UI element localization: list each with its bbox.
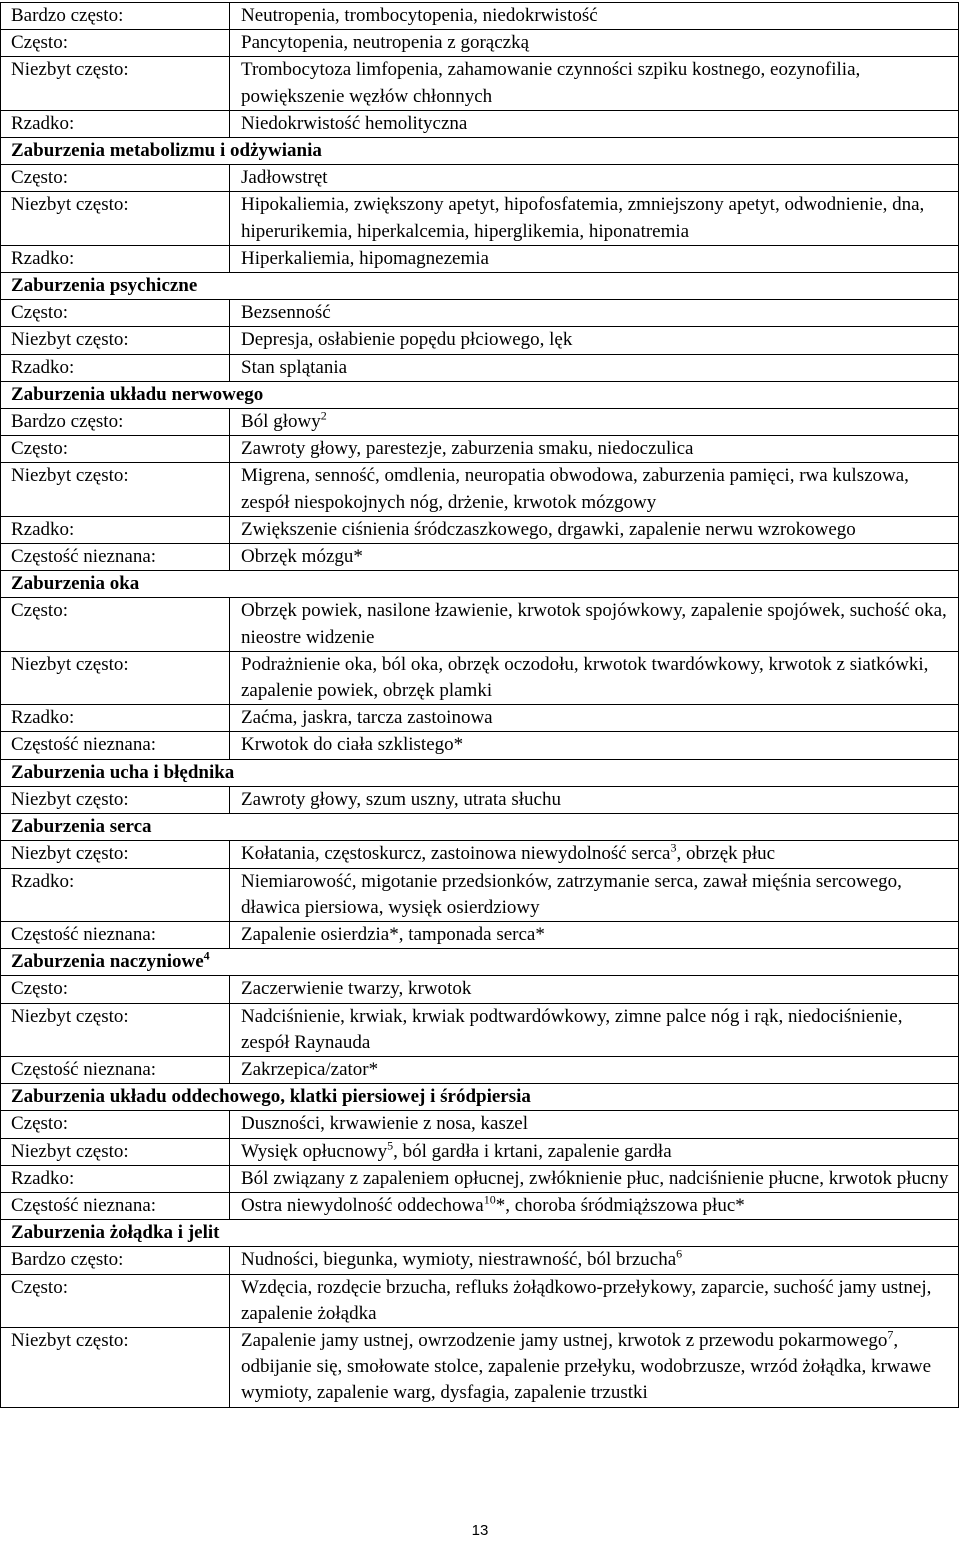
frequency-label: Często:	[1, 976, 230, 1003]
table-row	[1, 409, 959, 436]
frequency-label: Niezbyt często:	[1, 841, 230, 868]
reactions-text	[230, 868, 959, 921]
reactions-text-main: Niedokrwistość hemolityczna	[241, 112, 468, 134]
reactions-text-main: Krwotok do ciała szklistego*	[241, 734, 464, 756]
section-header-row	[1, 138, 959, 165]
frequency-label: Niezbyt często:	[1, 327, 230, 354]
section-title	[1, 138, 959, 165]
frequency-label: Bardzo często:	[1, 3, 230, 30]
reactions-text-continuation: , ból gardła i krtani, zapalenie gardła	[393, 1140, 672, 1162]
table-row	[1, 786, 959, 813]
frequency-label: Rzadko:	[1, 868, 230, 921]
section-header-row	[1, 814, 959, 841]
footnote-marker: 6	[676, 1247, 683, 1262]
reactions-text-main: Obrzęk mózgu*	[241, 546, 363, 568]
reactions-text-main: Stan splątania	[241, 356, 348, 378]
footnote-marker: 4	[203, 948, 210, 963]
reactions-text	[230, 354, 959, 381]
table-row	[1, 57, 959, 110]
adverse-reactions-table-container	[0, 2, 959, 1438]
reactions-text	[230, 1138, 959, 1165]
table-row	[1, 354, 959, 381]
table-row	[1, 705, 959, 732]
table-row	[1, 841, 959, 868]
section-title-text: Zaburzenia układu nerwowego	[11, 383, 264, 405]
reactions-text-main: Niemiarowość, migotanie przedsionków, zatrzymanie serca, zawał mięśnia sercowego, dławica piersiowa, wysięk osierdziowy	[241, 870, 902, 918]
frequency-label: Rzadko:	[1, 705, 230, 732]
reactions-text-main: Zapalenie jamy ustnej, owrzodzenie jamy ustnej, krwotok z przewodu pokarmowego	[241, 1329, 888, 1351]
table-row	[1, 436, 959, 463]
table-row	[1, 868, 959, 921]
reactions-text	[230, 327, 959, 354]
section-title-text: Zaburzenia psychiczne	[11, 275, 198, 297]
frequency-label: Rzadko:	[1, 110, 230, 137]
footnote-marker: 10	[483, 1192, 496, 1207]
section-header-row	[1, 759, 959, 786]
reactions-text-main: Zaczerwienie twarzy, krwotok	[241, 978, 472, 1000]
table-row	[1, 300, 959, 327]
frequency-label: Niezbyt często:	[1, 1003, 230, 1056]
reactions-text	[230, 544, 959, 571]
reactions-text	[230, 3, 959, 30]
reactions-text-continuation: , obrzęk płuc	[676, 843, 776, 865]
reactions-text	[230, 1111, 959, 1138]
reactions-text-main: Ostra niewydolność oddechowa	[241, 1194, 484, 1216]
reactions-text-main: Ból głowy	[241, 411, 321, 433]
section-title	[1, 1220, 959, 1247]
frequency-label: Niezbyt często:	[1, 192, 230, 245]
frequency-label: Niezbyt często:	[1, 57, 230, 110]
section-title-text: Zaburzenia metabolizmu i odżywiania	[11, 140, 322, 162]
table-row	[1, 1247, 959, 1274]
reactions-text-main: Pancytopenia, neutropenia z gorączką	[241, 32, 530, 54]
reactions-text	[230, 732, 959, 759]
frequency-label: Częstość nieznana:	[1, 1056, 230, 1083]
table-row	[1, 516, 959, 543]
reactions-text	[230, 165, 959, 192]
reactions-text-continuation: *, choroba śródmiąższowa płuc*	[495, 1194, 745, 1216]
reactions-text-main: Trombocytoza limfopenia, zahamowanie czynności szpiku kostnego, eozynofilia, powiększenie węzłów chłonnych	[241, 59, 861, 107]
reactions-text-main: Podrażnienie oka, ból oka, obrzęk oczodołu, krwotok twardówkowy, krwotok z siatkówki, zapalenie powiek, obrzęk plamki	[241, 653, 929, 702]
reactions-text-main: Bezsenność	[241, 302, 331, 324]
footnote-marker: 3	[670, 840, 677, 855]
reactions-text	[230, 598, 959, 651]
reactions-text	[230, 409, 959, 436]
table-row	[1, 544, 959, 571]
section-title-text: Zaburzenia naczyniowe	[11, 951, 204, 973]
reactions-text	[230, 1165, 959, 1192]
reactions-text	[230, 57, 959, 110]
section-title	[1, 949, 959, 976]
reactions-text-main: Kołatania, częstoskurcz, zastoinowa niewydolność serca	[241, 843, 671, 865]
adverse-reactions-table	[0, 2, 959, 1408]
reactions-text-continuation: , odbijanie się, smołowate stolce, zapalenie przełyku, wodobrzusze, wrzód żołądka, krwawe wymioty, zapalenie warg, dysfagia, zapalenie trzustki	[241, 1329, 932, 1404]
reactions-text-main: Depresja, osłabienie popędu płciowego, lęk	[241, 329, 573, 351]
table-row	[1, 921, 959, 948]
table-row	[1, 30, 959, 57]
table-row	[1, 1192, 959, 1219]
reactions-text	[230, 463, 959, 516]
reactions-text-main: Nadciśnienie, krwiak, krwiak podtwardówkowy, zimne palce nóg i rąk, niedociśnienie, zespół Raynauda	[241, 1005, 903, 1053]
reactions-text-main: Zawroty głowy, parestezje, zaburzenia smaku, niedoczulica	[241, 438, 694, 460]
footnote-marker: 5	[387, 1138, 394, 1153]
reactions-text	[230, 705, 959, 732]
section-header-row	[1, 273, 959, 300]
frequency-label: Często:	[1, 30, 230, 57]
reactions-text	[230, 516, 959, 543]
section-header-row	[1, 949, 959, 976]
reactions-text	[230, 921, 959, 948]
frequency-label: Rzadko:	[1, 245, 230, 272]
frequency-label: Rzadko:	[1, 354, 230, 381]
table-row	[1, 463, 959, 516]
reactions-text-main: Zapalenie osierdzia*, tamponada serca*	[241, 923, 545, 945]
frequency-label: Często:	[1, 436, 230, 463]
table-row	[1, 1327, 959, 1407]
reactions-text	[230, 30, 959, 57]
reactions-text-main: Zaćma, jaskra, tarcza zastoinowa	[241, 707, 493, 729]
section-title-text: Zaburzenia układu oddechowego, klatki piersiowej i śródpiersia	[11, 1086, 531, 1108]
section-title	[1, 759, 959, 786]
frequency-label: Często:	[1, 1111, 230, 1138]
frequency-label: Niezbyt często:	[1, 1138, 230, 1165]
reactions-text	[230, 1327, 959, 1407]
table-row	[1, 976, 959, 1003]
reactions-text-main: Duszności, krwawienie z nosa, kaszel	[241, 1113, 529, 1135]
table-row	[1, 1165, 959, 1192]
section-title-text: Zaburzenia serca	[11, 816, 152, 838]
reactions-text	[230, 192, 959, 245]
footnote-marker: 2	[320, 408, 327, 423]
footnote-marker: 7	[887, 1327, 894, 1342]
table-bottom-space	[0, 1408, 959, 1438]
reactions-text	[230, 1003, 959, 1056]
table-row	[1, 1274, 959, 1327]
section-title-text: Zaburzenia oka	[11, 573, 140, 595]
section-header-row	[1, 571, 959, 598]
table-row	[1, 3, 959, 30]
reactions-text	[230, 1192, 959, 1219]
adverse-reactions-table-body	[1, 3, 959, 1408]
reactions-text	[230, 976, 959, 1003]
reactions-text	[230, 436, 959, 463]
reactions-text-main: Zakrzepica/zator*	[241, 1058, 379, 1080]
section-header-row	[1, 1220, 959, 1247]
frequency-label: Częstość nieznana:	[1, 732, 230, 759]
reactions-text-main: Jadłowstręt	[241, 167, 328, 189]
frequency-label: Niezbyt często:	[1, 1327, 230, 1407]
frequency-label: Niezbyt często:	[1, 786, 230, 813]
table-row	[1, 110, 959, 137]
frequency-label: Często:	[1, 1274, 230, 1327]
reactions-text	[230, 1247, 959, 1274]
section-title	[1, 381, 959, 408]
table-row	[1, 1138, 959, 1165]
section-header-row	[1, 381, 959, 408]
table-row	[1, 1003, 959, 1056]
table-row	[1, 1056, 959, 1083]
frequency-label: Niezbyt często:	[1, 651, 230, 704]
reactions-text-main: Obrzęk powiek, nasilone łzawienie, krwotok spojówkowy, zapalenie spojówek, suchość oka, nieostre widzenie	[241, 600, 947, 648]
reactions-text	[230, 110, 959, 137]
frequency-label: Często:	[1, 165, 230, 192]
section-title-text: Zaburzenia żołądka i jelit	[11, 1222, 220, 1244]
section-title-text: Zaburzenia ucha i błędnika	[11, 761, 235, 783]
reactions-text-main: Migrena, senność, omdlenia, neuropatia obwodowa, zaburzenia pamięci, rwa kulszowa, zespół niespokojnych nóg, drżenie, krwotok mózgowy	[241, 465, 909, 513]
section-title	[1, 273, 959, 300]
reactions-text	[230, 651, 959, 704]
section-title	[1, 814, 959, 841]
reactions-text-main: Ból związany z zapaleniem opłucnej, zwłóknienie płuc, nadciśnienie płucne, krwotok płucny	[241, 1167, 949, 1189]
table-row	[1, 651, 959, 704]
reactions-text-main: Wysięk opłucnowy	[241, 1140, 388, 1162]
reactions-text-main: Neutropenia, trombocytopenia, niedokrwistość	[241, 5, 598, 26]
reactions-text-main: Hipokaliemia, zwiększony apetyt, hipofosfatemia, zmniejszony apetyt, odwodnienie, dna, hiperurikemia, hiperkalcemia, hiperglikemia, hiponatremia	[241, 194, 925, 242]
frequency-label: Często:	[1, 598, 230, 651]
frequency-label: Niezbyt często:	[1, 463, 230, 516]
reactions-text	[230, 300, 959, 327]
table-row	[1, 1111, 959, 1138]
reactions-text	[230, 786, 959, 813]
page-number: 13	[471, 1522, 489, 1539]
table-row	[1, 732, 959, 759]
reactions-text-main: Nudności, biegunka, wymioty, niestrawność, ból brzucha	[241, 1249, 677, 1271]
reactions-text-main: Zawroty głowy, szum uszny, utrata słuchu	[241, 788, 561, 810]
frequency-label: Często:	[1, 300, 230, 327]
reactions-text-main: Wzdęcia, rozdęcie brzucha, refluks żołądkowo-przełykowy, zaparcie, suchość jamy ustnej, zapalenie żołądka	[241, 1276, 932, 1324]
table-row	[1, 598, 959, 651]
reactions-text	[230, 245, 959, 272]
frequency-label: Bardzo często:	[1, 409, 230, 436]
table-row	[1, 245, 959, 272]
reactions-text	[230, 841, 959, 868]
table-row	[1, 192, 959, 245]
frequency-label: Częstość nieznana:	[1, 1192, 230, 1219]
section-title	[1, 571, 959, 598]
table-row	[1, 327, 959, 354]
frequency-label: Bardzo często:	[1, 1247, 230, 1274]
frequency-label: Częstość nieznana:	[1, 544, 230, 571]
frequency-label: Rzadko:	[1, 516, 230, 543]
table-row	[1, 165, 959, 192]
reactions-text-main: Zwiększenie ciśnienia śródczaszkowego, drgawki, zapalenie nerwu wzrokowego	[241, 518, 856, 540]
section-title	[1, 1084, 959, 1111]
reactions-text-main: Hiperkaliemia, hipomagnezemia	[241, 247, 489, 269]
frequency-label: Rzadko:	[1, 1165, 230, 1192]
section-header-row	[1, 1084, 959, 1111]
reactions-text	[230, 1056, 959, 1083]
frequency-label: Częstość nieznana:	[1, 921, 230, 948]
reactions-text	[230, 1274, 959, 1327]
